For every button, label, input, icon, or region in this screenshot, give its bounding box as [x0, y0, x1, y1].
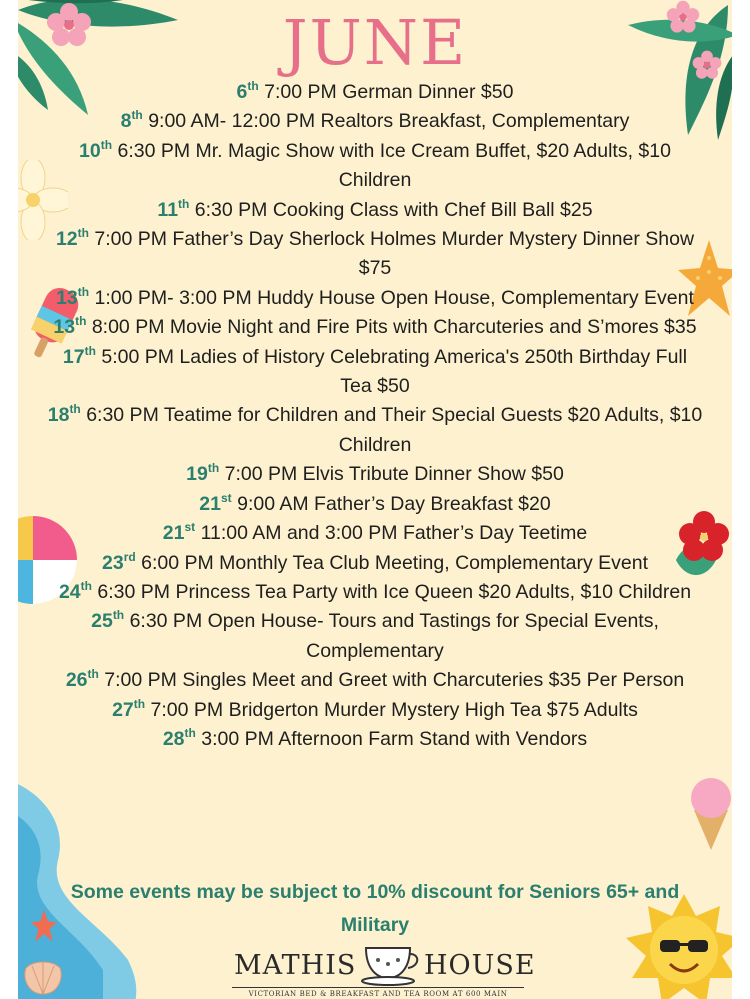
event-day-number: 25	[91, 610, 113, 633]
event-day-number: 21	[199, 492, 221, 515]
event-day-number: 10	[79, 139, 101, 162]
event-list	[18, 78, 732, 754]
event-item	[18, 137, 732, 196]
event-day-suffix: rd	[123, 549, 136, 564]
event-day-number: 18	[47, 404, 70, 427]
event-day	[186, 463, 219, 485]
event-text: 6:30 PM Mr. Magic Show with Ice Cream Buffet, $20 Adults, $10 Children	[117, 139, 671, 192]
event-day	[157, 196, 190, 221]
event-day	[162, 725, 196, 750]
event-day-number: 27	[112, 698, 134, 721]
event-text: 6:30 PM Teatime for Children and Their Special Guests $20 Adults, $10 Children	[86, 404, 703, 456]
event-item	[18, 490, 732, 519]
event-text: 3:00 PM Afternoon Farm Stand with Vendors	[201, 727, 588, 750]
event-day-suffix: st	[184, 520, 196, 535]
event-day	[53, 316, 86, 338]
event-text: 6:30 PM Princess Tea Party with Ice Queen $20 Adults, $10 Children	[97, 580, 692, 603]
event-item	[18, 78, 732, 107]
event-day	[66, 669, 99, 691]
event-day	[79, 137, 113, 162]
event-day-suffix: th	[131, 108, 143, 123]
event-text: 5:00 PM Ladies of History Celebrating America's 250th Birthday Full Tea $50	[101, 345, 688, 398]
event-day-number: 21	[162, 522, 185, 545]
event-day-number: 23	[101, 551, 124, 574]
event-day	[56, 228, 89, 250]
event-text: 11:00 AM and 3:00 PM Father’s Day Teetime	[200, 522, 588, 545]
event-day-suffix: th	[112, 608, 125, 623]
event-text: 6:30 PM Cooking Class with Chef Bill Ball $25	[194, 198, 593, 221]
page-title: JUNE	[282, 6, 468, 79]
event-item	[18, 725, 732, 754]
event-day-number: 8	[120, 110, 132, 133]
event-day-number: 28	[162, 727, 185, 750]
event-item	[18, 313, 732, 342]
event-day	[101, 549, 136, 574]
event-item	[18, 225, 732, 284]
event-day	[91, 610, 124, 632]
event-text: 7:00 PM Elvis Tribute Dinner Show $50	[224, 463, 564, 486]
event-day-number: 17	[62, 345, 85, 368]
logo-divider	[232, 987, 524, 988]
event-day-suffix: th	[133, 696, 146, 711]
event-text: 7:00 PM Father’s Day Sherlock Holmes Murder Mystery Dinner Show $75	[94, 228, 695, 280]
event-day	[112, 696, 146, 721]
event-text: 9:00 AM Father’s Day Breakfast $20	[237, 492, 551, 515]
event-item	[18, 519, 732, 548]
event-item	[18, 666, 732, 695]
event-item	[18, 284, 732, 313]
logo-tagline: VICTORIAN BED & BREAKFAST AND TEA ROOM AT 600 MAIN	[248, 990, 508, 998]
event-text: 7:00 PM Singles Meet and Greet with Charcuteries $35 Per Person	[104, 669, 685, 692]
event-day-number: 13	[53, 316, 76, 339]
event-day	[56, 284, 90, 309]
event-item	[18, 607, 732, 666]
event-day-suffix: th	[178, 196, 190, 211]
mathis-house-logo	[218, 938, 538, 999]
event-day-suffix: th	[84, 343, 96, 358]
logo-word-left: MATHIS	[234, 950, 357, 981]
event-day-suffix: th	[100, 137, 113, 152]
event-text: 8:00 PM Movie Night and Fire Pits with Charcuteries and S’mores $35	[91, 316, 697, 339]
event-day	[58, 578, 92, 603]
event-day	[48, 404, 81, 426]
seashell-icon	[20, 958, 66, 998]
event-day	[199, 490, 232, 515]
event-day	[163, 522, 195, 544]
event-day	[121, 110, 143, 132]
event-day-suffix: th	[184, 725, 196, 740]
event-day-suffix: th	[80, 578, 92, 593]
event-day-number: 6	[236, 81, 248, 103]
event-day-suffix: st	[221, 490, 232, 505]
event-day	[237, 81, 259, 103]
event-day-number: 11	[157, 198, 179, 221]
event-day-number: 26	[65, 669, 88, 692]
event-item	[18, 696, 732, 725]
logo-word-right: HOUSE	[424, 950, 536, 981]
event-day-number: 24	[58, 580, 81, 603]
event-day-number: 13	[56, 286, 78, 309]
event-text: 6:00 PM Monthly Tea Club Meeting, Complementary Event	[141, 551, 648, 574]
event-item	[18, 107, 732, 136]
event-item	[18, 460, 732, 489]
event-text: 6:30 PM Open House- Tours and Tastings for Special Events, Complementary	[129, 610, 659, 662]
event-text: 9:00 AM- 12:00 PM Realtors Breakfast, Complementary	[148, 110, 630, 133]
event-item	[18, 549, 732, 578]
event-day-suffix: th	[69, 402, 81, 417]
event-item	[18, 196, 732, 225]
event-item	[18, 401, 732, 460]
event-text: 7:00 PM Bridgerton Murder Mystery High Tea $75 Adults	[150, 698, 638, 721]
event-day	[62, 343, 96, 368]
ice-cream-cone-icon	[686, 772, 732, 852]
event-day-suffix: th	[77, 226, 89, 241]
event-day-number: 19	[186, 463, 208, 486]
event-day-suffix: th	[77, 284, 90, 299]
event-day-suffix: th	[207, 461, 220, 476]
event-day-suffix: th	[75, 314, 87, 329]
event-text: 7:00 PM German Dinner $50	[264, 81, 514, 103]
event-item	[18, 343, 732, 402]
event-day-suffix: th	[87, 667, 99, 682]
discount-note: Some events may be subject to 10% discount for Seniors 65+ and Military	[70, 881, 680, 936]
event-text: 1:00 PM- 3:00 PM Huddy House Open House, Complementary Event	[94, 286, 694, 309]
event-day-number: 12	[55, 228, 78, 251]
event-day-suffix: th	[247, 79, 259, 93]
teacup-icon	[358, 938, 424, 986]
june-events-poster	[18, 0, 732, 999]
event-item	[18, 578, 732, 607]
